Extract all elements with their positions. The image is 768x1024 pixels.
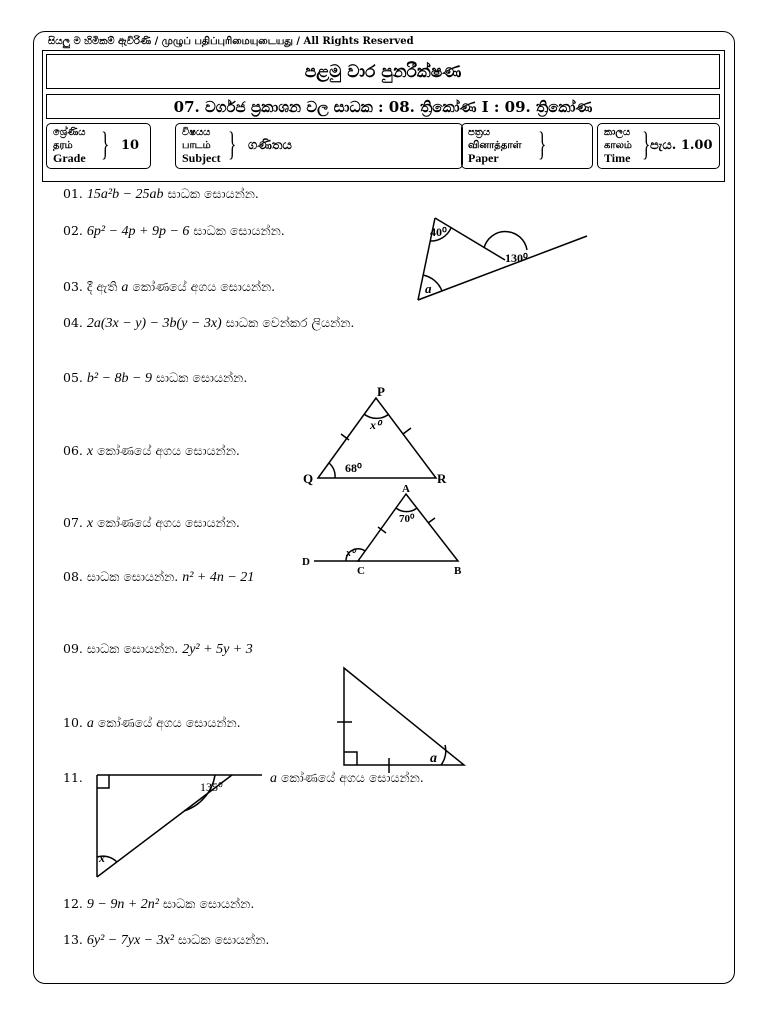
question-09: 09. සාධක සොයන්න. 2y² + 5y + 3 [63, 641, 253, 657]
fig7-vertex-d: D [302, 556, 310, 568]
fig11-angle-top: 135⁰ [200, 780, 223, 794]
grade-label-en: Grade [53, 151, 86, 165]
time-value: පැය. 1.00 [650, 138, 713, 153]
brace-icon: } [642, 126, 651, 163]
fig6-angle-p: x⁰ [370, 418, 381, 432]
fig6-vertex-r: R [437, 471, 447, 486]
question-11: 11. [63, 770, 83, 785]
question-02: 02. 6p² − 4p + 9p − 6 සාධක සොයන්න. [63, 223, 285, 239]
grade-label-si: ශ්‍රේණිය [53, 127, 86, 138]
question-06: 06. x කෝණයේ අගය සොයන්න. [63, 443, 240, 459]
rights-notice: සියලු ම හිමිකම් ඇවිරිණි / முழுப் பதிப்புரிமையுடையது / All Rights Reserved [48, 36, 414, 47]
subject-label-ta: பாடம் [182, 140, 211, 151]
fig7-vertex-c: C [357, 565, 365, 577]
fig11-angle-x: x [99, 851, 105, 865]
question-12: 12. 9 − 9n + 2n² සාධක සොයන්න. [63, 896, 255, 912]
brace-icon: } [228, 126, 237, 163]
subject-label-en: Subject [182, 151, 221, 165]
subject-label-si: විෂයය [182, 127, 211, 138]
fig10-angle-a: a [430, 751, 437, 766]
question-01: 01. 15a²b − 25ab සාධක සොයන්න. [63, 186, 259, 202]
time-label-en: Time [604, 151, 631, 165]
grade-value: 10 [121, 138, 140, 153]
brace-icon: } [538, 126, 547, 163]
fig3-angle-ext: 130⁰ [505, 251, 528, 265]
question-04: 04. 2a(3x − y) − 3b(y − 3x) සාධක වෙන්කර ලියන්න. [63, 315, 355, 331]
paper-label-si: පත්‍රය [468, 127, 491, 138]
question-07: 07. x කෝණයේ අගය සොයන්න. [63, 515, 240, 531]
angle-arc-130 [484, 232, 527, 250]
fig6-vertex-q: Q [303, 471, 314, 486]
angle-arc-a [396, 508, 417, 512]
subject-value: ගණිතය [248, 138, 292, 153]
fig7-angle-a: 70⁰ [399, 513, 415, 525]
figure-q6-triangle [318, 398, 436, 478]
fig7-vertex-b: B [454, 565, 462, 577]
fig7-vertex-a: A [402, 483, 410, 495]
figure-q7-triangle [314, 494, 458, 561]
figure-q11-right-triangle [97, 775, 262, 877]
time-label-ta: காலம் [604, 140, 632, 151]
fig3-angle-top: 40⁰ [430, 225, 447, 239]
angle-arc-q [329, 463, 335, 478]
fig3-angle-a: a [425, 281, 432, 296]
question-11-text: a කෝණයේ අගය සොයන්න. [270, 770, 424, 786]
page-subtitle: 07. වර්ගජ ප්‍රකාශන වල සාධක : 08. ත්‍රිකෝණ I : 09. ත්‍රිකෝණ [46, 94, 720, 119]
page-title: පළමු වාර පුනරීක්ෂණ [46, 54, 720, 89]
fig7-angle-c: x⁰ [346, 548, 356, 559]
grade-label-ta: தரம் [53, 140, 73, 151]
paper-label-ta: வினாத்தாள் [468, 140, 522, 151]
brace-icon: } [101, 126, 110, 163]
question-13: 13. 6y² − 7yx − 3x² සාධක සොයන්න. [63, 932, 270, 948]
question-10: 10. a කෝණයේ අගය සොයන්න. [63, 715, 241, 731]
paper-label-en: Paper [468, 151, 499, 165]
question-03: 03. දී ඇති a කෝණයේ අගය සොයන්න. [63, 279, 276, 295]
fig6-vertex-p: P [377, 384, 385, 399]
question-08: 08. සාධක සොයන්න. n² + 4n − 21 [63, 569, 255, 585]
fig6-angle-q: 68⁰ [345, 461, 362, 475]
time-label-si: කාලය [604, 127, 631, 138]
figure-q10-right-triangle [337, 668, 464, 773]
question-05: 05. b² − 8b − 9 සාධක සොයන්න. [63, 370, 248, 386]
